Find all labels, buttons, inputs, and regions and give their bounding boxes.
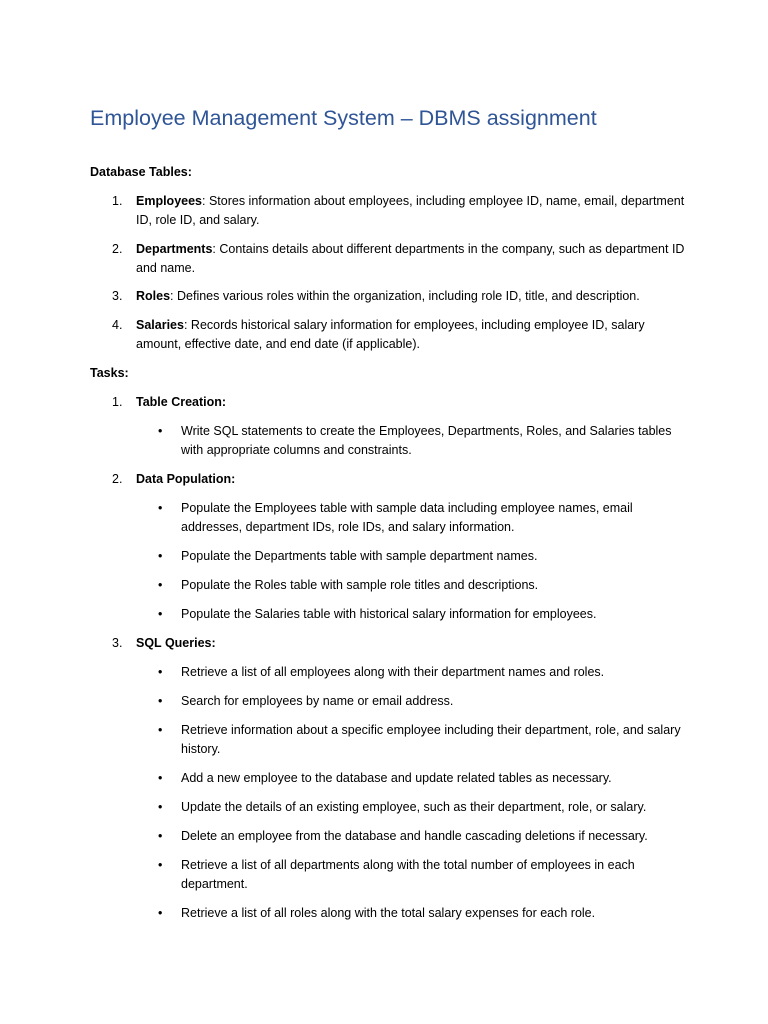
item-text: : Contains details about different departments in the company, such as department ID and name. bbox=[136, 242, 685, 275]
bullet-item bbox=[158, 798, 688, 817]
item-number: 2. bbox=[112, 472, 123, 486]
tasks-heading: Tasks: bbox=[90, 366, 129, 380]
bullet-text: Delete an employee from the database and handle cascading deletions if necessary. bbox=[181, 829, 648, 843]
bullet-text: Populate the Roles table with sample role titles and descriptions. bbox=[181, 578, 539, 592]
bullet-icon: • bbox=[158, 424, 163, 438]
bullet-icon: • bbox=[158, 800, 163, 814]
task-sql-queries bbox=[112, 634, 692, 653]
bullet-text: Search for employees by name or email address. bbox=[181, 694, 454, 708]
bullet-icon: • bbox=[158, 771, 163, 785]
item-number: 3. bbox=[112, 289, 123, 303]
bullet-item bbox=[158, 576, 688, 595]
item-number: 3. bbox=[112, 636, 123, 650]
bullet-text: Retrieve a list of all departments along with the total number of employees in each department. bbox=[181, 858, 635, 891]
table-item-salaries bbox=[112, 316, 692, 354]
item-term: Departments bbox=[136, 242, 213, 256]
bullet-icon: • bbox=[158, 723, 163, 737]
item-number: 2. bbox=[112, 242, 123, 256]
bullet-text: Add a new employee to the database and update related tables as necessary. bbox=[181, 771, 612, 785]
bullet-text: Retrieve a list of all roles along with the total salary expenses for each role. bbox=[181, 906, 596, 920]
bullet-item bbox=[158, 663, 688, 682]
task-table-creation bbox=[112, 393, 692, 412]
bullet-text: Write SQL statements to create the Employees, Departments, Roles, and Salaries tables with appropriate columns and constraints. bbox=[181, 424, 672, 457]
document-title: Employee Management System – DBMS assignment bbox=[90, 106, 597, 130]
bullet-icon: • bbox=[158, 665, 163, 679]
bullet-icon: • bbox=[158, 694, 163, 708]
table-item-roles bbox=[112, 287, 692, 306]
item-term: Salaries bbox=[136, 318, 184, 332]
bullet-item bbox=[158, 547, 688, 566]
table-item-departments bbox=[112, 240, 692, 278]
bullet-item bbox=[158, 692, 688, 711]
bullet-item bbox=[158, 827, 688, 846]
bullet-icon: • bbox=[158, 906, 163, 920]
bullet-text: Populate the Salaries table with historical salary information for employees. bbox=[181, 607, 597, 621]
item-number: 1. bbox=[112, 395, 123, 409]
table-item-employees bbox=[112, 192, 692, 230]
item-text: : Stores information about employees, including employee ID, name, email, department ID, role ID, and salary. bbox=[136, 194, 685, 227]
bullet-text: Populate the Departments table with sample department names. bbox=[181, 549, 538, 563]
item-term: Employees bbox=[136, 194, 203, 208]
task-label: Data Population: bbox=[136, 472, 236, 486]
bullet-icon: • bbox=[158, 549, 163, 563]
bullet-item bbox=[158, 499, 688, 537]
bullet-item bbox=[158, 605, 688, 624]
bullet-item bbox=[158, 422, 688, 460]
task-data-population bbox=[112, 470, 692, 489]
bullet-item bbox=[158, 856, 688, 894]
task-label: Table Creation: bbox=[136, 395, 227, 409]
item-text: : Defines various roles within the organization, including role ID, title, and description. bbox=[170, 289, 640, 303]
item-term: Roles bbox=[136, 289, 171, 303]
bullet-text: Retrieve information about a specific employee including their department, role, and salary history. bbox=[181, 723, 681, 756]
item-number: 4. bbox=[112, 318, 123, 332]
bullet-item bbox=[158, 904, 688, 923]
database-tables-heading: Database Tables: bbox=[90, 165, 192, 179]
item-text: : Records historical salary information for employees, including employee ID, salary amount, effective date, and end date (if applicable). bbox=[136, 318, 645, 351]
bullet-item bbox=[158, 769, 688, 788]
bullet-icon: • bbox=[158, 858, 163, 872]
bullet-text: Update the details of an existing employee, such as their department, role, or salary. bbox=[181, 800, 647, 814]
item-number: 1. bbox=[112, 194, 123, 208]
task-label: SQL Queries: bbox=[136, 636, 216, 650]
bullet-icon: • bbox=[158, 607, 163, 621]
bullet-text: Populate the Employees table with sample data including employee names, email addresses, department IDs, role IDs, and salary information. bbox=[181, 501, 633, 534]
bullet-text: Retrieve a list of all employees along with their department names and roles. bbox=[181, 665, 605, 679]
bullet-icon: • bbox=[158, 829, 163, 843]
bullet-icon: • bbox=[158, 501, 163, 515]
bullet-icon: • bbox=[158, 578, 163, 592]
bullet-item bbox=[158, 721, 688, 759]
